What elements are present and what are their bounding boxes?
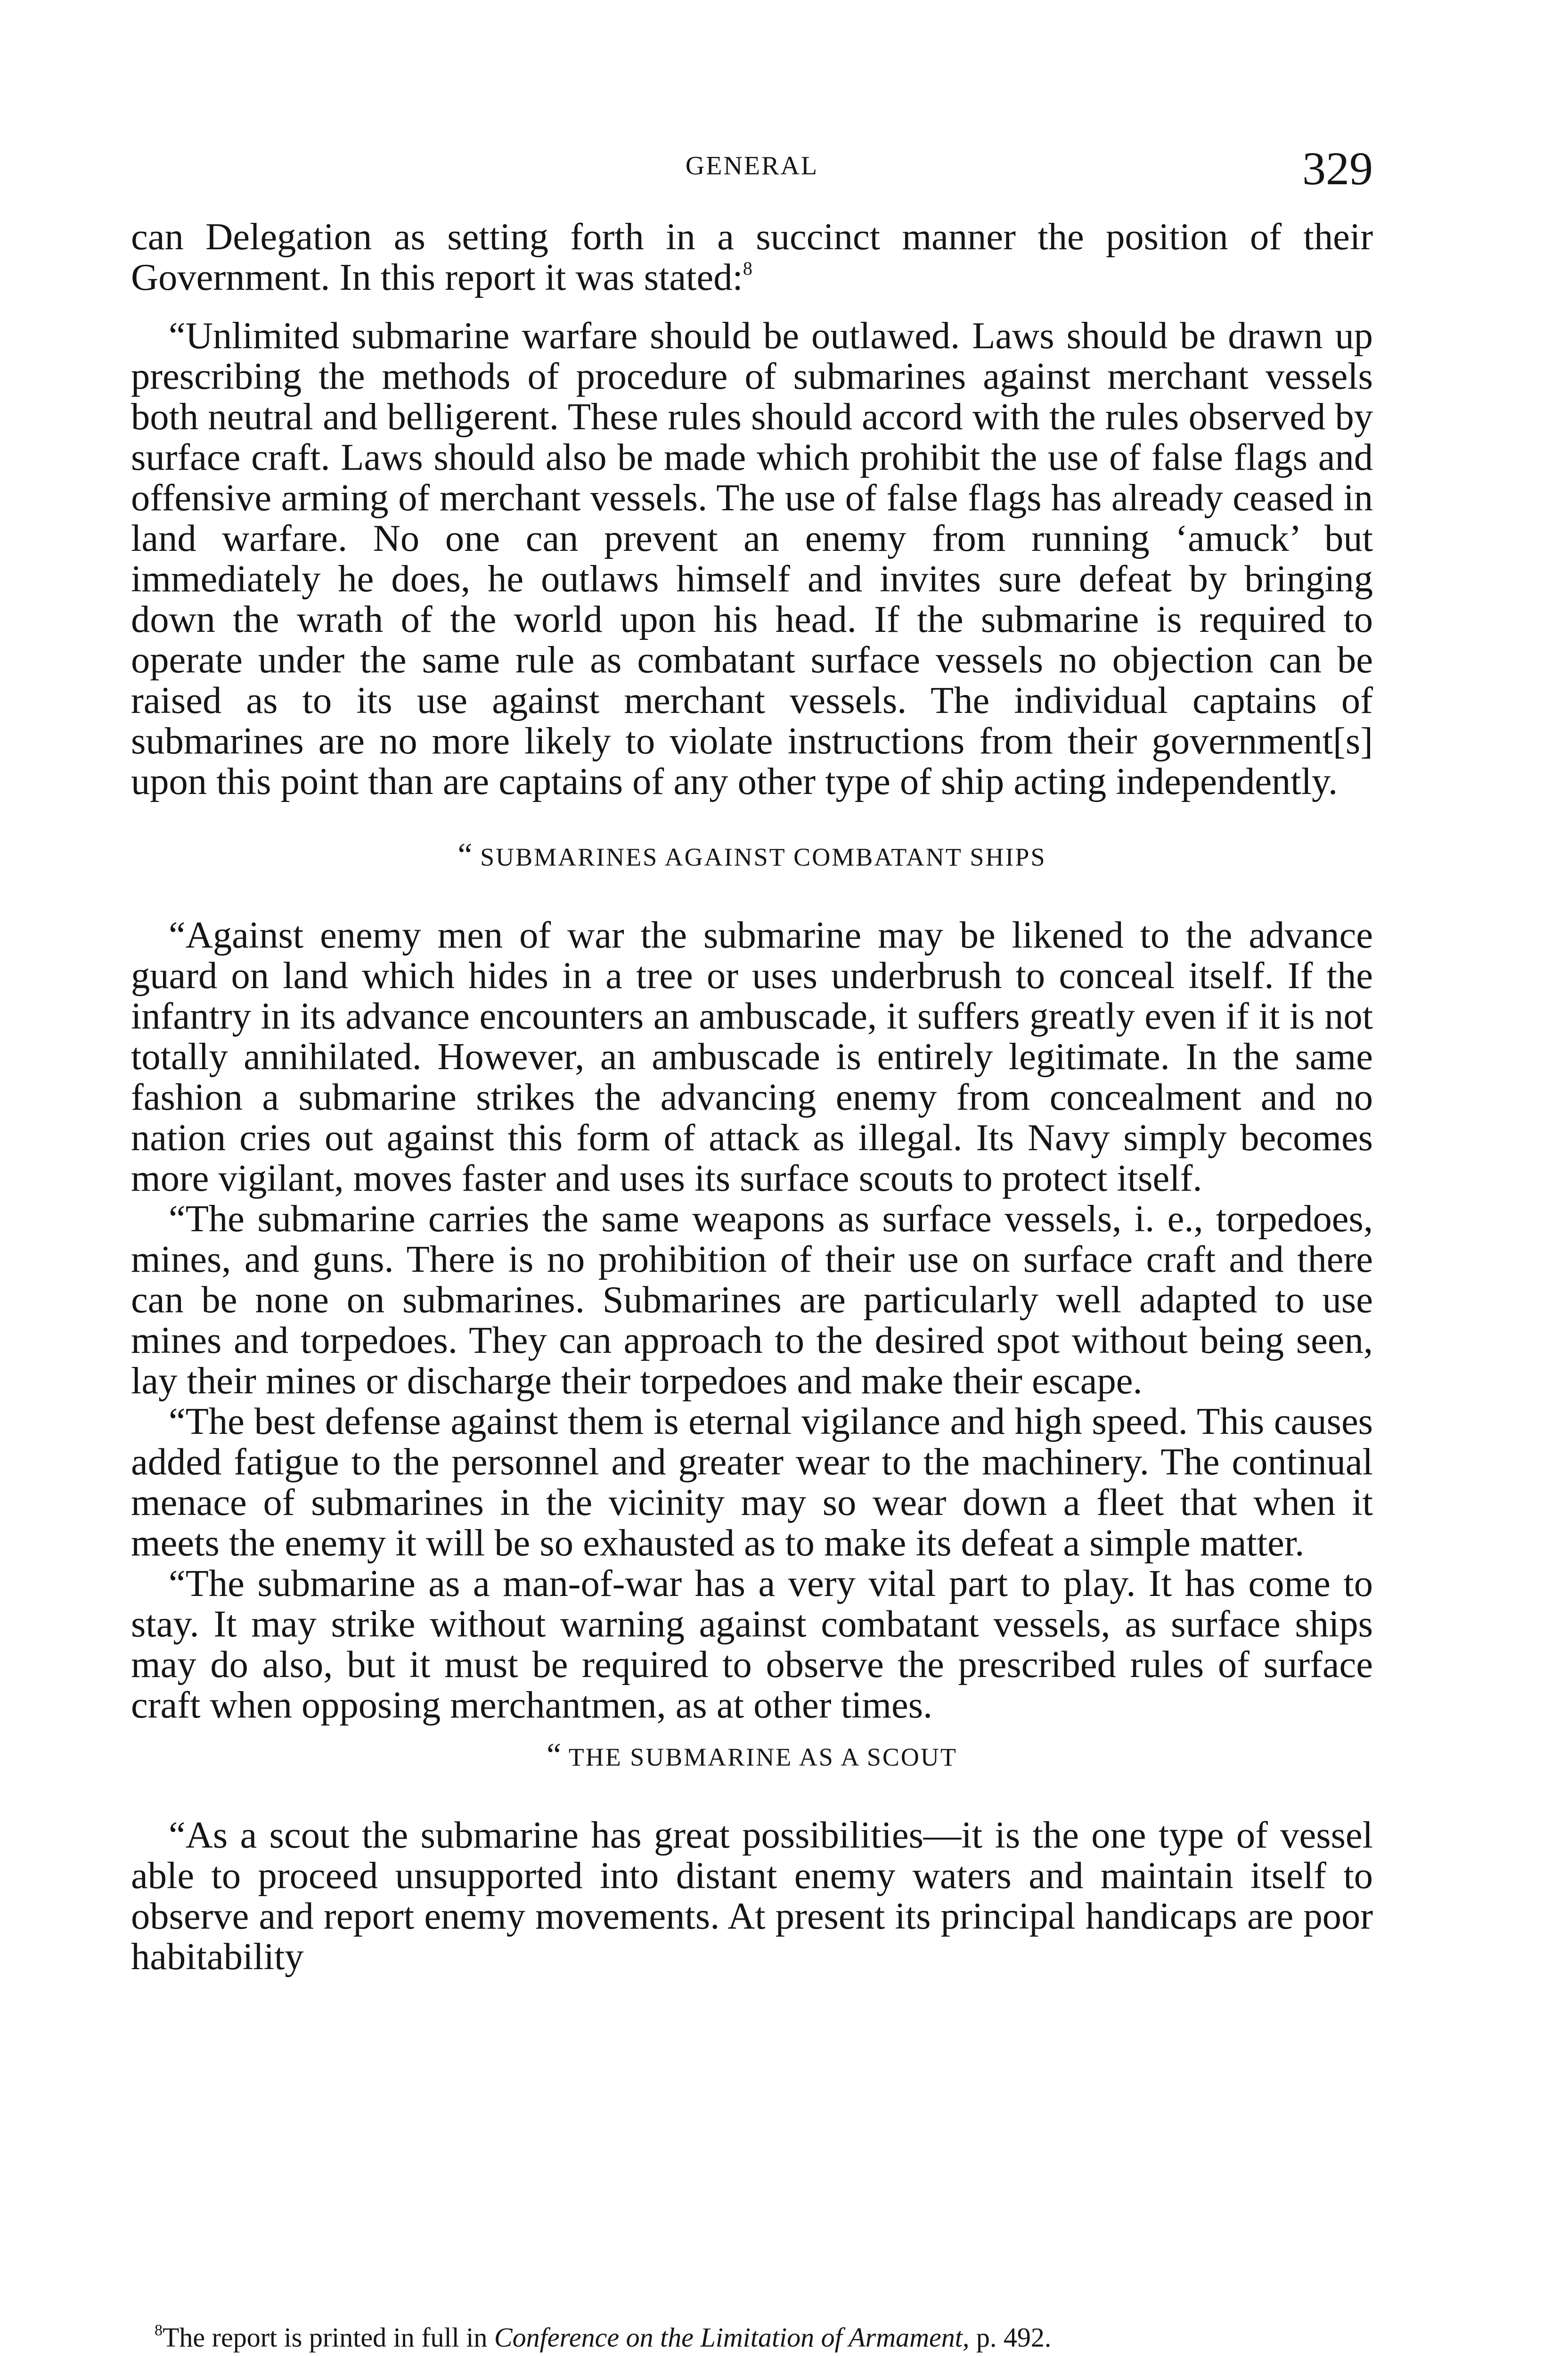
footnote [131,2321,1373,2355]
quoted-paragraph: “Against enemy men of war the submarine may be likened to the advance guard on land which hides in a tree or uses underbrush to conceal itself. If the infantry in its advance encounters an ambuscade, it suffers greatly even if it is not totally annihilated. However, an ambuscade is entirely legitimate. In the same fashion a submarine strikes the advancing enemy from concealment and no nation cries out against this form of attack as illegal. Its Navy simply becomes more vigilant, moves faster and uses its surface scouts to protect itself. [131,914,1373,1199]
section-heading [131,835,1373,877]
footnote-reference: 8 [743,258,752,279]
page-number: 329 [1302,142,1373,195]
heading-text: THE SUBMARINE AS A SCOUT [568,1743,957,1771]
quoted-paragraph: “The best defense against them is eternal vigilance and high speed. This causes added fatigue to the personnel and greater wear to the machinery. The continual menace of submarines in the vicinity may so wear down a fleet that when it meets the enemy it will be so exhausted as to make its defeat a simple matter. [131,1400,1373,1564]
section-heading [131,1735,1373,1777]
quoted-paragraph: “The submarine as a man-of-war has a very vital part to play. It has come to stay. It may strike without warning against combatant vessels, as surface ships may do also, but it must be required to observe the prescribed rules of surface craft when opposing merchantmen, as at other times. [131,1562,1373,1726]
running-head: GENERAL [685,151,819,180]
heading-quote-mark: “ [547,1737,562,1773]
footnote-page: p. 492. [976,2322,1052,2353]
paragraph-text: can Delegation as setting forth in a succinct manner the position of their Government. In this report it was stated: [131,216,1373,298]
footnote-title: Conference on the Limitation of Armament, [494,2322,970,2353]
quoted-paragraph: “The submarine carries the same weapons as surface vessels, i. e., torpedoes, mines, and guns. There is no prohibition of their use on surface craft and there can be none on submarines. Submarines are particularly well adapted to use mines and torpedoes. They can approach to the desired spot without being seen, lay their mines or discharge their torpedoes and make their escape. [131,1198,1373,1402]
heading-quote-mark: “ [457,837,473,873]
quoted-paragraph: “Unlimited submarine warfare should be outlawed. Laws should be drawn up prescribing the methods of procedure of submarines against merchant vessels both neutral and belligerent. These rules should accord with the rules observed by surface craft. Laws should also be made which prohibit the use of false flags and offensive arming of merchant vessels. The use of false flags has already ceased in land warfare. No one can prevent an enemy from running ‘amuck’ but immediately he does, he outlaws himself and invites sure defeat by bringing down the wrath of the world upon his head. If the submarine is required to operate under the same rule as combatant surface vessels no objection can be raised as to its use against merchant vessels. The individual captains of submarines are no more likely to violate instructions from their government[s] upon this point than are captains of any other type of ship acting independently. [131,315,1373,802]
body-text [131,217,1373,1977]
paragraph [131,217,1373,298]
footnote-marker: 8 [155,2322,163,2339]
footnote-text: The report is printed in full in [163,2322,488,2353]
quoted-paragraph: “As a scout the submarine has great possibilities—it is the one type of vessel able to proceed unsupported into distant enemy waters and maintain itself to observe and report enemy movements. At present its principal handicaps are poor habitability [131,1814,1373,1978]
page-header [131,141,1373,198]
heading-text: SUBMARINES AGAINST COMBATANT SHIPS [480,843,1046,871]
